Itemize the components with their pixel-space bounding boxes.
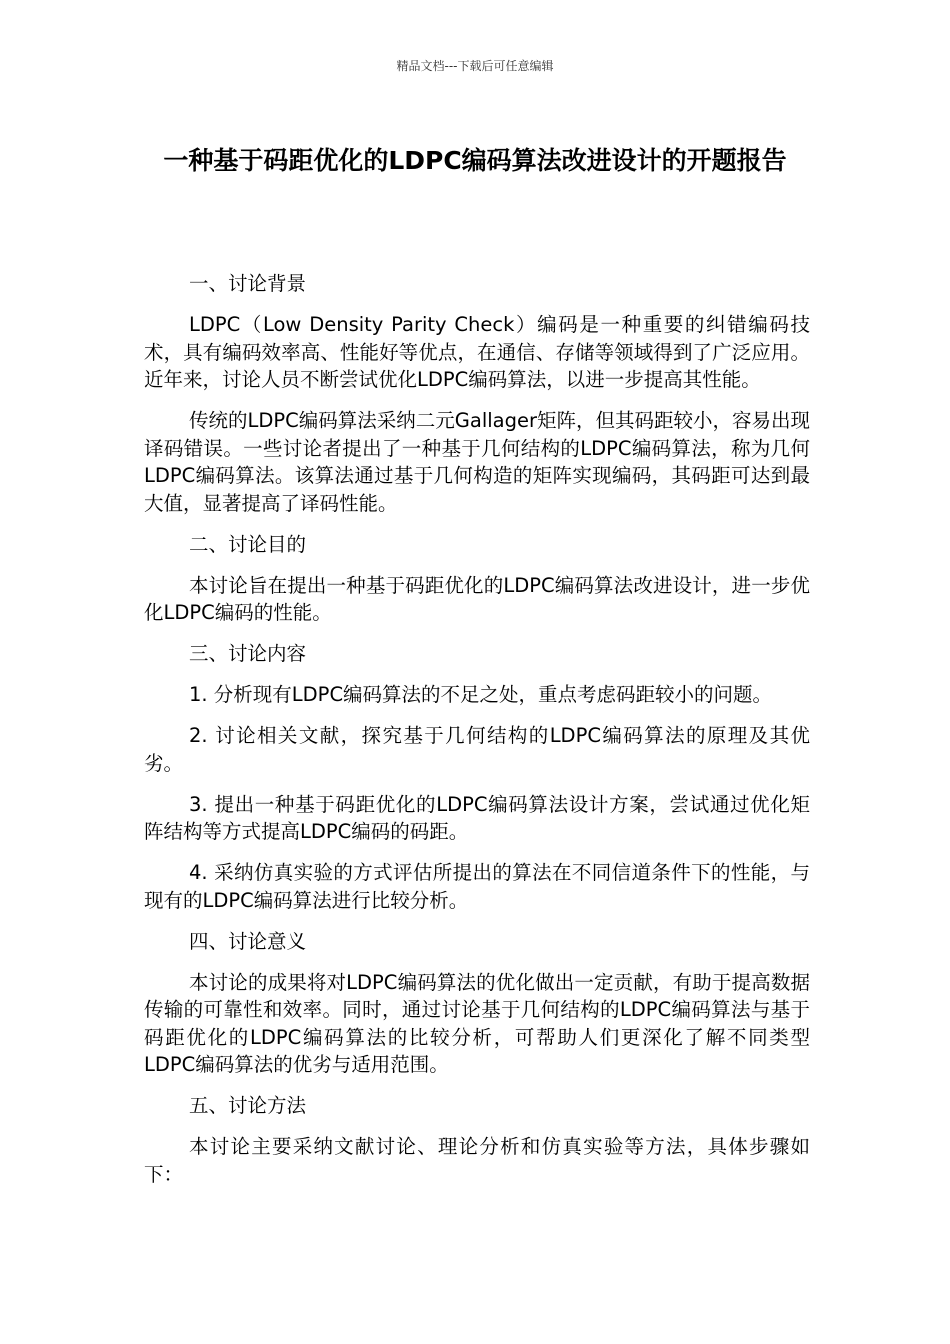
list-item-content-2: 2. 讨论相关文献，探究基于几何结构的LDPC编码算法的原理及其优劣。 <box>144 724 810 775</box>
section-heading-significance: 四、讨论意义 <box>189 929 307 953</box>
paragraph-traditional-ldpc: 传统的LDPC编码算法采纳二元Gallager矩阵，但其码距较小，容易出现译码错误。一些讨论者提出了一种基于几何结构的LDPC编码算法，称为几何LDPC编码算法。该算法通过基于几何构造的矩阵实现编码，其码距可达到最大值，显著提高了译码性能。 <box>144 409 810 515</box>
list-item-content-3: 3. 提出一种基于码距优化的LDPC编码算法设计方案，尝试通过优化矩阵结构等方式提高LDPC编码的码距。 <box>144 792 810 843</box>
paragraph-ldpc-intro: LDPC（Low Density Parity Check）编码是一种重要的纠错编码技术，具有编码效率高、性能好等优点，在通信、存储等领域得到了广泛应用。近年来，讨论人员不断尝试优化LDPC编码算法，以进一步提高其性能。 <box>144 313 810 391</box>
paragraph-purpose: 本讨论旨在提出一种基于码距优化的LDPC编码算法改进设计，进一步优化LDPC编码的性能。 <box>144 573 810 624</box>
paragraph-method: 本讨论主要采纳文献讨论、理论分析和仿真实验等方法，具体步骤如下： <box>144 1135 810 1186</box>
section-heading-background: 一、讨论背景 <box>189 272 307 295</box>
document-body <box>144 270 810 1202</box>
paragraph-significance: 本讨论的成果将对LDPC编码算法的优化做出一定贡献，有助于提高数据传输的可靠性和效率。同时，通过讨论基于几何结构的LDPC编码算法与基于码距优化的LDPC编码算法的比较分析，可帮助人们更深化了解不同类型LDPC编码算法的优劣与适用范围。 <box>144 970 810 1076</box>
document-title: 一种基于码距优化的LDPC编码算法改进设计的开题报告 <box>163 146 787 175</box>
header-note: 精品文档---下载后可任意编辑 <box>396 59 554 73</box>
section-heading-method: 五、讨论方法 <box>189 1094 307 1117</box>
list-item-content-1: 1. 分析现有LDPC编码算法的不足之处，重点考虑码距较小的问题。 <box>189 683 773 706</box>
list-item-content-4: 4. 采纳仿真实验的方式评估所提出的算法在不同信道条件下的性能，与现有的LDPC编码算法进行比较分析。 <box>144 861 810 912</box>
section-heading-purpose: 二、讨论目的 <box>189 532 307 556</box>
section-heading-content: 三、讨论内容 <box>189 642 307 665</box>
